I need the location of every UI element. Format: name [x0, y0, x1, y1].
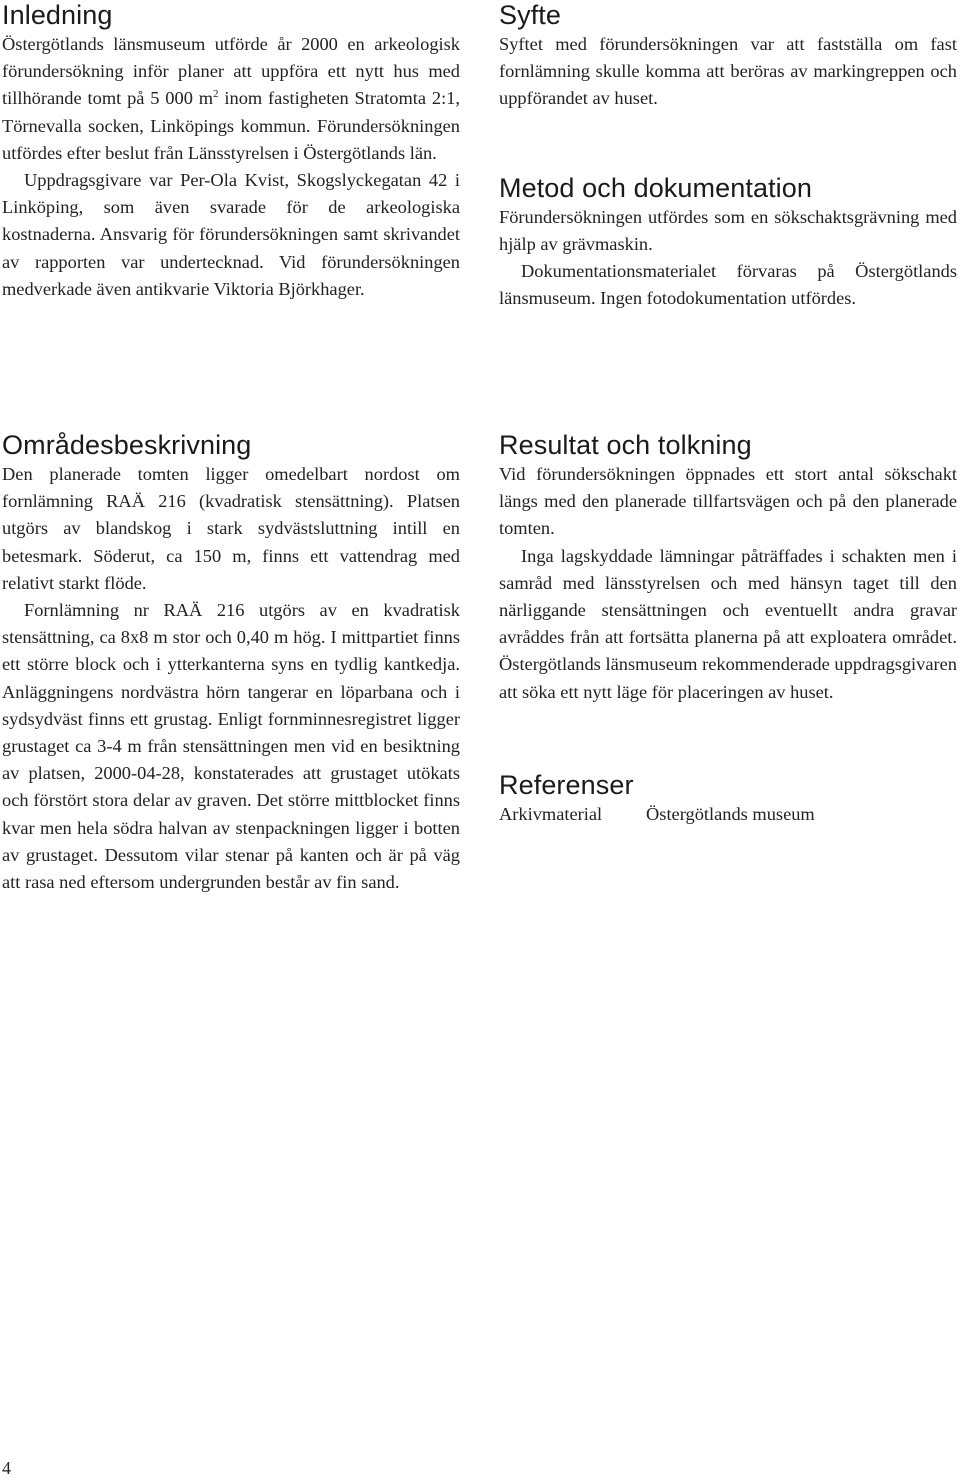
heading-referenser: Referenser [499, 769, 634, 800]
section-referenser [499, 770, 957, 828]
text-inledning-1a: Östergötlands länsmuseum utförde år 2000 en arkeologisk förundersökning inför planer att uppföra ett nytt hus med tillhörande tomt på 5 000 m [2, 34, 460, 109]
paragraph-metod-1: Förundersökningen utfördes som en sökschaktsgrävning med hjälp av grävmaskin. [499, 206, 957, 254]
paragraph-inledning-1 [2, 31, 460, 167]
page-number: 4 [2, 1458, 11, 1478]
heading-inledning: Inledning [2, 0, 113, 30]
left-column-lower [2, 430, 460, 948]
section-inledning [2, 0, 460, 303]
superscript-2: 2 [213, 88, 219, 101]
section-syfte [499, 0, 957, 113]
section-omradesbeskrivning [2, 430, 460, 896]
left-column [2, 0, 460, 355]
paragraph-inledning-2: Uppdragsgivare var Per-Ola Kvist, Skogslyckegatan 42 i Linköping, som även svarade för de arkeologiska kostnaderna. Ansvarig för förundersökningen samt skrivandet av rapporten var undertecknad. Vid förundersökningen medverkade även antikvarie Viktoria Björkhager. [2, 170, 460, 299]
right-column-lower [499, 430, 957, 880]
heading-resultat: Resultat och tolkning [499, 430, 752, 460]
text-inledning-1b: inom fastigheten Stratomta 2:1, Törnevalla socken, Linköpings kommun. Förundersökningen utfördes efter beslut från Länsstyrelsen i Östergötlands län. [2, 88, 461, 163]
paragraph-metod-2: Dokumentationsmaterialet förvaras på Östergötlands länsmuseum. Ingen fotodokumentation utfördes. [499, 261, 957, 309]
section-metod [499, 173, 957, 313]
paragraph-resultat-1: Vid förundersökningen öppnades ett stort antal sökschakt längs med den planerade tillfartsvägen och på den planerade tomten. [499, 464, 957, 539]
section-resultat [499, 430, 957, 706]
paragraph-omrade-2: Fornlämning nr RAÄ 216 utgörs av en kvadratisk stensättning, ca 8x8 m stor och 0,40 m hög. I mittpartiet finns ett större block och i ytterkanterna syns en tydlig kantkedja. Anläggningens nordvästra hörn tangerar en löparbana och i sydsydväst finns ett grustag. Enligt fornminnesregistret ligger grustaget ca 3-4 m från stensättningen men vid en besiktning av platsen, 2000-04-28, konstaterades att grustaget utökats och förstört stora delar av graven. Det större mittblocket finns kvar men hela södra halvan av stenpackningen ligger i botten av grustaget. Dessutom vilar stenar på kanten och är på väg att rasa ned eftersom undergrunden består av fin sand. [2, 600, 460, 893]
paragraph-resultat-2: Inga lagskyddade lämningar påträffades i schakten men i samråd med länsstyrelsen och med hänsyn taget till den närliggande stensättningen och eventuellt andra gravar avråddes från att fortsätta planerna på att exploatera området. Östergötlands länsmuseum rekommenderade uppdragsgivaren att söka ett nytt läge för placeringen av huset. [499, 545, 957, 702]
right-column [499, 0, 957, 364]
reference-row [499, 801, 957, 828]
heading-omradesbeskrivning: Områdesbeskrivning [2, 430, 252, 460]
paragraph-omrade-1: Den planerade tomten ligger omedelbart nordost om fornlämning RAÄ 216 (kvadratisk stensättning). Platsen utgörs av blandskog i stark sydvästsluttning intill en betesmark. Söderut, ca 150 m, finns ett vattendrag med relativt starkt flöde. [2, 464, 460, 593]
heading-syfte: Syfte [499, 0, 562, 30]
reference-key: Arkivmaterial [499, 803, 603, 824]
paragraph-syfte-1: Syftet med förundersökningen var att fastställa om fast fornlämning skulle komma att beröras av markingreppen och uppförandet av huset. [499, 34, 957, 109]
heading-metod: Metod och dokumentation [499, 172, 812, 203]
reference-value: Östergötlands museum [646, 803, 815, 824]
